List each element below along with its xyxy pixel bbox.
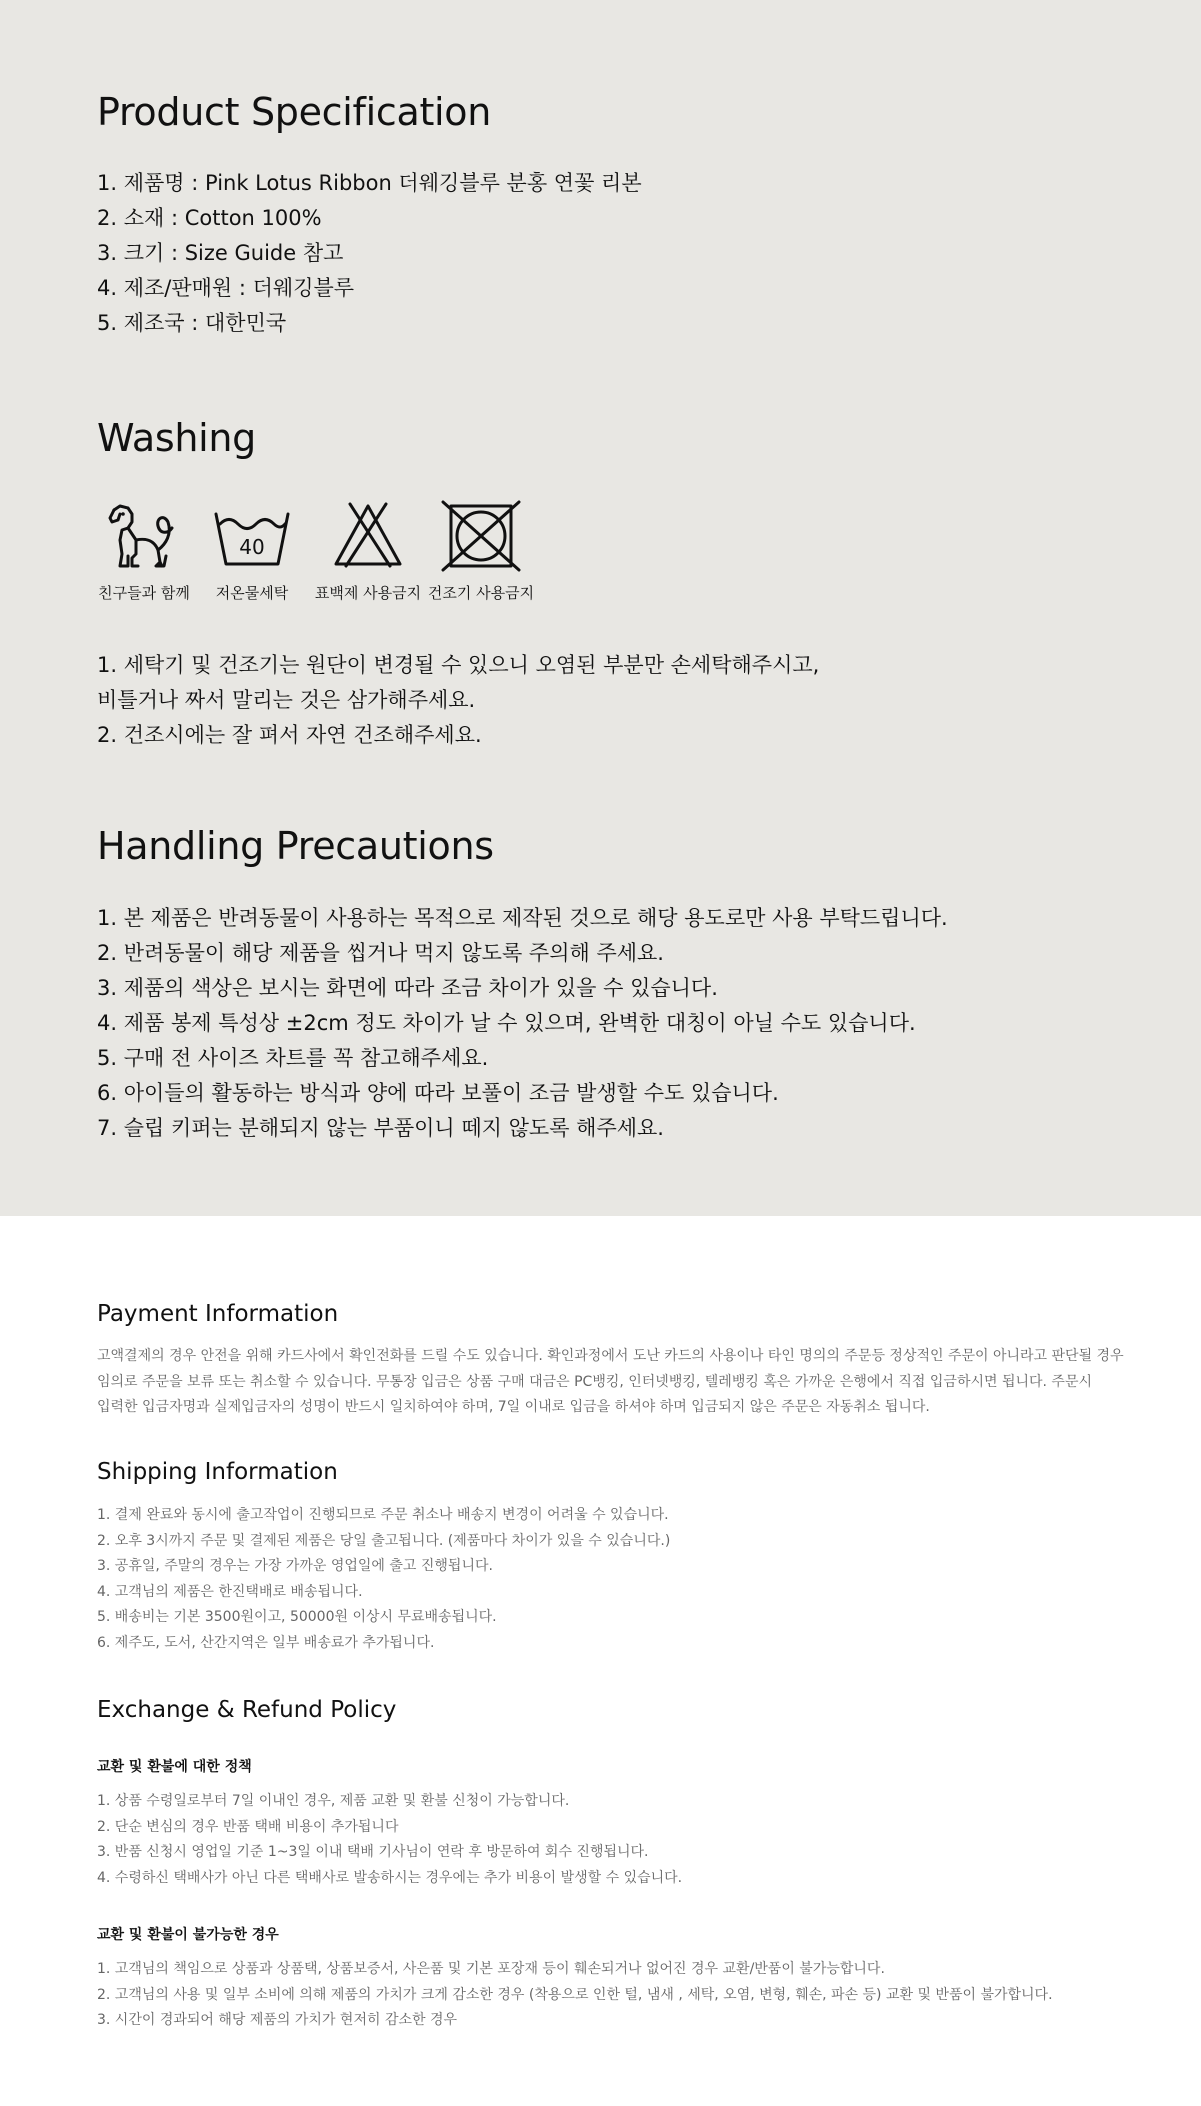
washing-note: 비틀거나 짜서 말리는 것은 삼가해주세요. [97, 688, 476, 712]
dog-icon [106, 500, 182, 572]
handling-item: 3. 제품의 색상은 보시는 화면에 따라 조금 차이가 있을 수 있습니다. [97, 976, 718, 1000]
refund-policy-item: 2. 단순 변심의 경우 반품 택배 비용이 추가됩니다 [97, 1818, 399, 1835]
care-item [421, 500, 541, 603]
payment-line: 입력한 입금자명과 실제입금자의 성명이 반드시 일치하여야 하며, 7일 이내로 입금을 하셔야 하며 입금되지 않은 주문은 자동취소 됩니다. [97, 1399, 930, 1415]
care-icons [97, 500, 567, 620]
spec-item: 3. 크기 : Size Guide 참고 [97, 241, 344, 265]
wash-temp: 40 [239, 535, 265, 559]
handling-item: 2. 반려동물이 해당 제품을 씹거나 먹지 않도록 주의해 주세요. [97, 941, 664, 965]
store-policy-section [0, 1216, 1201, 2106]
care-label: 저온물세탁 [215, 584, 289, 602]
care-item [192, 500, 312, 603]
care-label: 표백제 사용금지 [314, 584, 422, 602]
spec-title: Product Specification [97, 90, 492, 134]
shipping-item: 6. 제주도, 도서, 산간지역은 일부 배송료가 추가됩니다. [97, 1634, 435, 1651]
care-item [308, 500, 428, 603]
payment-text [97, 1344, 1127, 1421]
handling-item: 4. 제품 봉제 특성상 ±2cm 정도 차이가 날 수 있으며, 완벽한 대칭이 아닐 수도 있습니다. [97, 1011, 916, 1035]
no-tumble-dry-icon [441, 500, 521, 572]
no-bleach-icon [330, 500, 406, 572]
spec-item: 5. 제조국 : 대한민국 [97, 311, 287, 335]
handling-item: 6. 아이들의 활동하는 방식과 양에 따라 보풀이 조금 발생할 수도 있습니다. [97, 1081, 779, 1105]
refund-unavailable-list [97, 1957, 1053, 2034]
refund-unavailable-heading: 교환 및 환불이 불가능한 경우 [97, 1927, 279, 1943]
wash-tub-icon [212, 500, 292, 572]
refund-unavailable-item: 3. 시간이 경과되어 해당 제품의 가치가 현저히 감소한 경우 [97, 2012, 458, 2028]
washing-note: 2. 건조시에는 잘 펴서 자연 건조해주세요. [97, 723, 482, 747]
handling-item: 1. 본 제품은 반려동물이 사용하는 목적으로 제작된 것으로 해당 용도로만 사용 부탁드립니다. [97, 906, 948, 930]
handling-item: 7. 슬립 키퍼는 분해되지 않는 부품이니 떼지 않도록 해주세요. [97, 1116, 664, 1140]
refund-unavailable-item: 1. 고객님의 책임으로 상품과 상품택, 상품보증서, 사은품 및 기본 포장재 등이 훼손되거나 없어진 경우 교환/반품이 불가능합니다. [97, 1961, 885, 1977]
refund-unavailable-item: 2. 고객님의 사용 및 일부 소비에 의해 제품의 가치가 크게 감소한 경우 (착용으로 인한 털, 냄새 , 세탁, 오염, 변형, 훼손, 파손 등) 교환 및 반품이 불가합니다. [97, 1986, 1053, 2003]
spec-item: 1. 제품명 : Pink Lotus Ribbon 더웨깅블루 분홍 연꽃 리본 [97, 171, 642, 195]
refund-title: Exchange & Refund Policy [97, 1697, 397, 1723]
washing-note: 1. 세탁기 및 건조기는 원단이 변경될 수 있으니 오염된 부분만 손세탁해주시고, [97, 653, 820, 677]
shipping-list [97, 1503, 670, 1656]
shipping-item: 4. 고객님의 제품은 한진택배로 배송됩니다. [97, 1583, 363, 1600]
shipping-item: 1. 결제 완료와 동시에 출고작업이 진행되므로 주문 취소나 배송지 변경이 어려울 수 있습니다. [97, 1507, 669, 1523]
spec-list [97, 166, 642, 341]
refund-policy-item: 1. 상품 수령일로부터 7일 이내인 경우, 제품 교환 및 환불 신청이 가능합니다. [97, 1793, 570, 1809]
care-label: 건조기 사용금지 [427, 584, 535, 602]
care-label: 친구들과 함께 [98, 584, 190, 602]
handling-list [97, 901, 948, 1146]
care-item [84, 500, 204, 603]
payment-line: 고액결제의 경우 안전을 위해 카드사에서 확인전화를 드릴 수도 있습니다. 확인과정에서 도난 카드의 사용이나 타인 명의의 주문등 정상적인 주문이 아니라고 판단될 경우 [97, 1348, 1124, 1364]
washing-notes [97, 648, 819, 753]
shipping-item: 5. 배송비는 기본 3500원이고, 50000원 이상시 무료배송됩니다. [97, 1609, 497, 1625]
shipping-item: 3. 공휴일, 주말의 경우는 가장 가까운 영업일에 출고 진행됩니다. [97, 1558, 493, 1574]
shipping-item: 2. 오후 3시까지 주문 및 결제된 제품은 당일 출고됩니다. (제품마다 차이가 있을 수 있습니다.) [97, 1532, 671, 1549]
shipping-title: Shipping Information [97, 1459, 338, 1485]
refund-policy-heading: 교환 및 환불에 대한 정책 [97, 1759, 252, 1775]
refund-policy-item: 4. 수령하신 택배사가 아닌 다른 택배사로 발송하시는 경우에는 추가 비용이 발생할 수 있습니다. [97, 1869, 683, 1886]
refund-policy-list [97, 1789, 682, 1891]
spec-item: 2. 소재 : Cotton 100% [97, 206, 322, 230]
washing-title: Washing [97, 416, 256, 460]
handling-title: Handling Precautions [97, 824, 494, 868]
refund-policy-item: 3. 반품 신청시 영업일 기준 1~3일 이내 택배 기사님이 연락 후 방문하여 회수 진행됩니다. [97, 1844, 649, 1860]
spec-item: 4. 제조/판매원 : 더웨깅블루 [97, 276, 355, 300]
payment-line: 임의로 주문을 보류 또는 취소할 수 있습니다. 무통장 입금은 상품 구매 대금은 PC뱅킹, 인터넷뱅킹, 텔레뱅킹 혹은 가까운 은행에서 직접 입금하시면 됩니다. 주문시 [97, 1373, 1093, 1390]
payment-title: Payment Information [97, 1301, 339, 1327]
handling-item: 5. 구매 전 사이즈 차트를 꼭 참고해주세요. [97, 1046, 489, 1070]
